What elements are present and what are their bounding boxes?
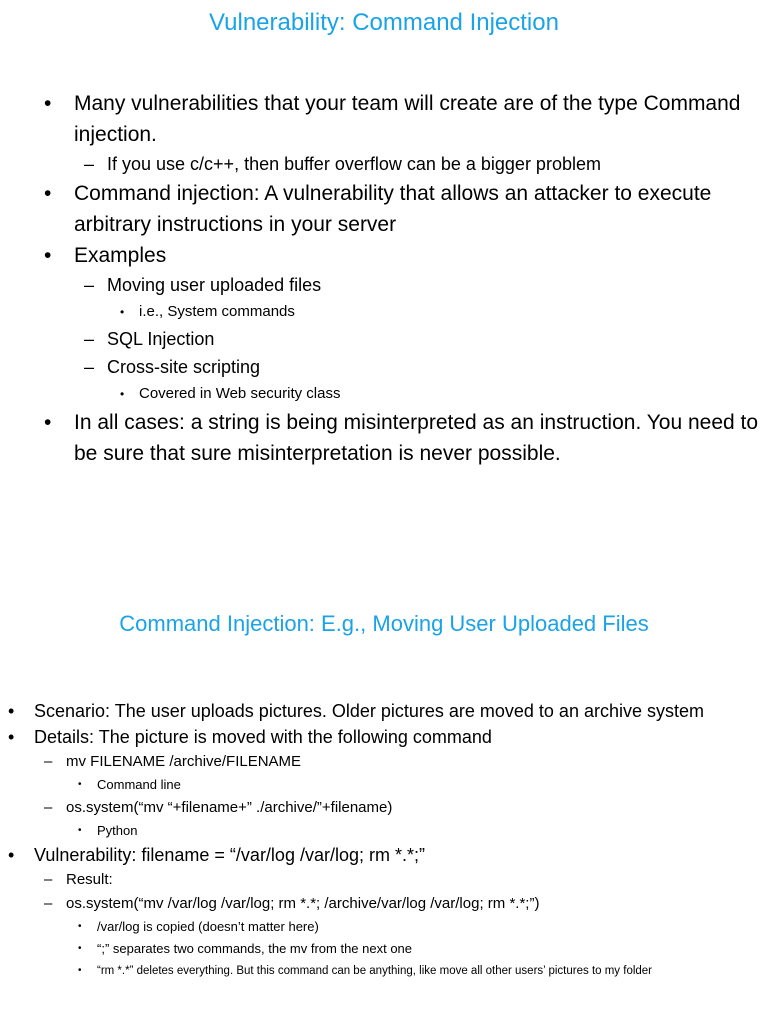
bullet-icon: •	[78, 779, 82, 790]
list-item-text: Vulnerability: filename = “/var/log /var/log; rm *.*;”	[34, 845, 425, 865]
list-item	[0, 774, 768, 796]
bullet-icon: •	[78, 825, 82, 836]
bullet-icon: •	[78, 943, 82, 954]
slide-title: Vulnerability: Command Injection	[209, 9, 559, 36]
dash-icon: –	[84, 329, 95, 349]
list-item	[0, 271, 768, 299]
list-item	[0, 88, 768, 150]
list-item-text: Cross-site scripting	[107, 357, 261, 377]
list-item	[0, 868, 768, 892]
list-item	[0, 938, 768, 960]
bullet-list	[0, 698, 768, 982]
list-item-text: Command line	[97, 777, 181, 792]
bullet-icon: •	[78, 921, 82, 932]
list-item	[0, 916, 768, 938]
list-item-text: os.system(“mv /var/log /var/log; rm *.*; /archive/var/log /var/log; rm *.*;”)	[66, 895, 540, 912]
list-item-text: mv FILENAME /archive/FILENAME	[66, 753, 302, 770]
list-item	[0, 796, 768, 820]
list-item-text: Result:	[66, 871, 113, 888]
bullet-icon: •	[8, 727, 15, 747]
bullet-icon: •	[44, 182, 52, 205]
list-item	[0, 842, 768, 868]
list-item	[0, 698, 768, 724]
list-item	[0, 724, 768, 750]
list-item	[0, 960, 768, 982]
bullet-icon: •	[78, 965, 82, 976]
list-item	[0, 150, 768, 178]
dash-icon: –	[84, 357, 95, 377]
list-item-text: “rm *.*” deletes everything. But this command can be anything, like move all other users’ pictures to my folder	[97, 965, 653, 977]
list-item	[0, 325, 768, 353]
list-item-text: Scenario: The user uploads pictures. Older pictures are moved to an archive system	[34, 701, 704, 721]
list-item	[0, 892, 768, 916]
list-item-text: “;” separates two commands, the mv from the next one	[97, 941, 413, 956]
list-item-text: Many vulnerabilities that your team will create are of the type Command injection.	[74, 92, 741, 146]
bullet-icon: •	[8, 845, 15, 865]
list-item-text: Details: The picture is moved with the following command	[34, 727, 492, 747]
list-item	[0, 240, 768, 271]
slide-title: Command Injection: E.g., Moving User Uploaded Files	[119, 611, 649, 636]
list-item-text: i.e., System commands	[139, 303, 295, 320]
list-item	[0, 353, 768, 381]
list-item	[0, 178, 768, 240]
list-item	[0, 381, 768, 407]
dash-icon: –	[44, 753, 53, 770]
bullet-icon: •	[44, 411, 52, 434]
list-item	[0, 750, 768, 774]
bullet-icon: •	[120, 305, 125, 319]
list-item-text: If you use c/c++, then buffer overflow can be a bigger problem	[107, 154, 601, 174]
bullet-icon: •	[44, 92, 52, 115]
list-item-text: Python	[97, 823, 138, 838]
list-item-text: SQL Injection	[107, 329, 215, 349]
dash-icon: –	[84, 154, 95, 174]
dash-icon: –	[44, 895, 53, 912]
list-item-text: Moving user uploaded files	[107, 275, 322, 295]
bullet-list	[0, 88, 768, 469]
slide-moving-user-uploaded-files	[0, 590, 768, 1024]
list-item-text: Examples	[74, 244, 167, 267]
list-item-text: In all cases: a string is being misinterpreted as an instruction. You need to be sure that sure misinterpretation is never possible.	[74, 411, 759, 465]
list-item	[0, 407, 768, 469]
bullet-icon: •	[8, 701, 15, 721]
list-item-text: Command injection: A vulnerability that allows an attacker to execute arbitrary instructions in your server	[74, 182, 712, 236]
dash-icon: –	[84, 275, 95, 295]
bullet-icon: •	[120, 387, 125, 401]
dash-icon: –	[44, 799, 53, 816]
list-item-text: /var/log is copied (doesn’t matter here)	[97, 919, 319, 934]
list-item-text: Covered in Web security class	[139, 385, 341, 402]
list-item-text: os.system(“mv “+filename+” ./archive/”+filename)	[66, 799, 393, 816]
list-item	[0, 299, 768, 325]
list-item	[0, 820, 768, 842]
dash-icon: –	[44, 871, 53, 888]
bullet-icon: •	[44, 244, 52, 267]
